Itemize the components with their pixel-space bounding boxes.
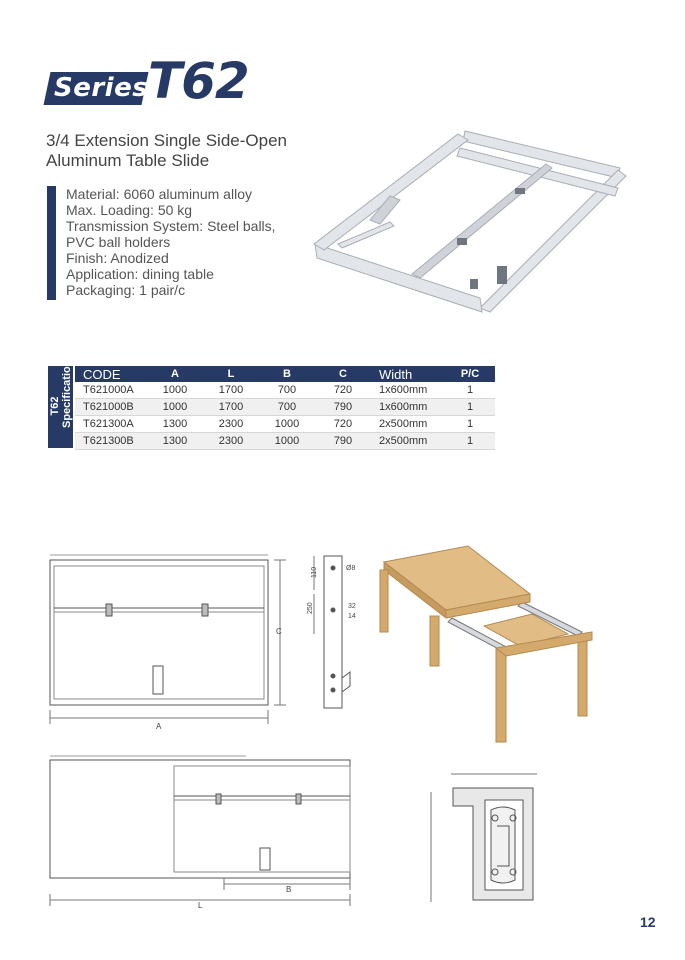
cell-c: 720: [315, 416, 371, 433]
cell-a: 1300: [147, 416, 203, 433]
cell-c: 790: [315, 433, 371, 450]
table-row: [75, 416, 495, 433]
top-view-drawing: [40, 548, 290, 733]
dim-250: 250: [307, 602, 314, 614]
col-b: B: [259, 366, 315, 382]
cell-pc: 1: [445, 433, 495, 450]
dim-label-c: C: [276, 627, 282, 636]
cell-l: 1700: [203, 382, 259, 399]
cell-c: 790: [315, 399, 371, 416]
extended-view-drawing: [40, 750, 360, 910]
spec-side-model: T62: [49, 396, 61, 416]
spec-side-word: Specification: [61, 359, 73, 428]
product-title-line1: 3/4 Extension Single Side-Open: [46, 131, 287, 150]
spec-transmission: Transmission System: Steel balls,: [66, 218, 276, 234]
spec-list: [66, 186, 276, 298]
spec-side-label: [49, 359, 73, 428]
spec-application: Application: dining table: [66, 266, 214, 282]
cell-pc: 1: [445, 416, 495, 433]
cell-b: 700: [259, 382, 315, 399]
cell-l: 2300: [203, 433, 259, 450]
dim-label-a: A: [156, 722, 162, 731]
col-pc: P/C: [445, 366, 495, 382]
dim-110: 110: [311, 566, 318, 578]
cell-code: T621300A: [75, 416, 147, 433]
spec-transmission-cont: PVC ball holders: [66, 234, 171, 250]
table-header-row: [75, 366, 495, 382]
cell-b: 1000: [259, 416, 315, 433]
spec-max-loading: Max. Loading: 50 kg: [66, 202, 193, 218]
cell-pc: 1: [445, 399, 495, 416]
dim-diameter: Ø8: [346, 565, 356, 572]
cell-pc: 1: [445, 382, 495, 399]
table-row: [75, 382, 495, 399]
frame-product-image: [300, 126, 630, 316]
cell-code: T621000A: [75, 382, 147, 399]
cell-a: 1300: [147, 433, 203, 450]
spec-table: [75, 366, 495, 450]
dim-label-b: B: [286, 885, 292, 894]
col-l: L: [203, 366, 259, 382]
table-row: [75, 399, 495, 416]
profile-cross-section: [425, 770, 545, 910]
cell-b: 1000: [259, 433, 315, 450]
spec-packaging: Packaging: 1 pair/c: [66, 282, 186, 298]
cell-width: 2x500mm: [371, 433, 445, 450]
dim-32: 32: [348, 603, 356, 610]
spec-accent-bar: [47, 186, 56, 300]
col-code: CODE: [75, 366, 147, 382]
dim-14: 14: [348, 613, 356, 620]
col-a: A: [147, 366, 203, 382]
col-c: C: [315, 366, 371, 382]
product-title-line2: Aluminum Table Slide: [46, 151, 210, 170]
cell-l: 2300: [203, 416, 259, 433]
cell-width: 1x600mm: [371, 399, 445, 416]
cell-b: 700: [259, 399, 315, 416]
cell-c: 720: [315, 382, 371, 399]
table-row: [75, 433, 495, 450]
spec-finish: Finish: Anodized: [66, 250, 169, 266]
cell-width: 2x500mm: [371, 416, 445, 433]
cell-code: T621000B: [75, 399, 147, 416]
cell-l: 1700: [203, 399, 259, 416]
table-product-image: [372, 540, 602, 745]
cell-width: 1x600mm: [371, 382, 445, 399]
spec-material: Material: 6060 aluminum alloy: [66, 186, 252, 202]
series-label: Series: [54, 73, 149, 103]
dim-label-l: L: [198, 901, 203, 910]
cell-a: 1000: [147, 382, 203, 399]
bracket-drawing: [300, 550, 370, 715]
cell-code: T621300B: [75, 433, 147, 450]
col-width: Width: [371, 366, 445, 382]
model-name: T62: [148, 52, 249, 110]
cell-a: 1000: [147, 399, 203, 416]
page-number: 12: [640, 914, 656, 930]
